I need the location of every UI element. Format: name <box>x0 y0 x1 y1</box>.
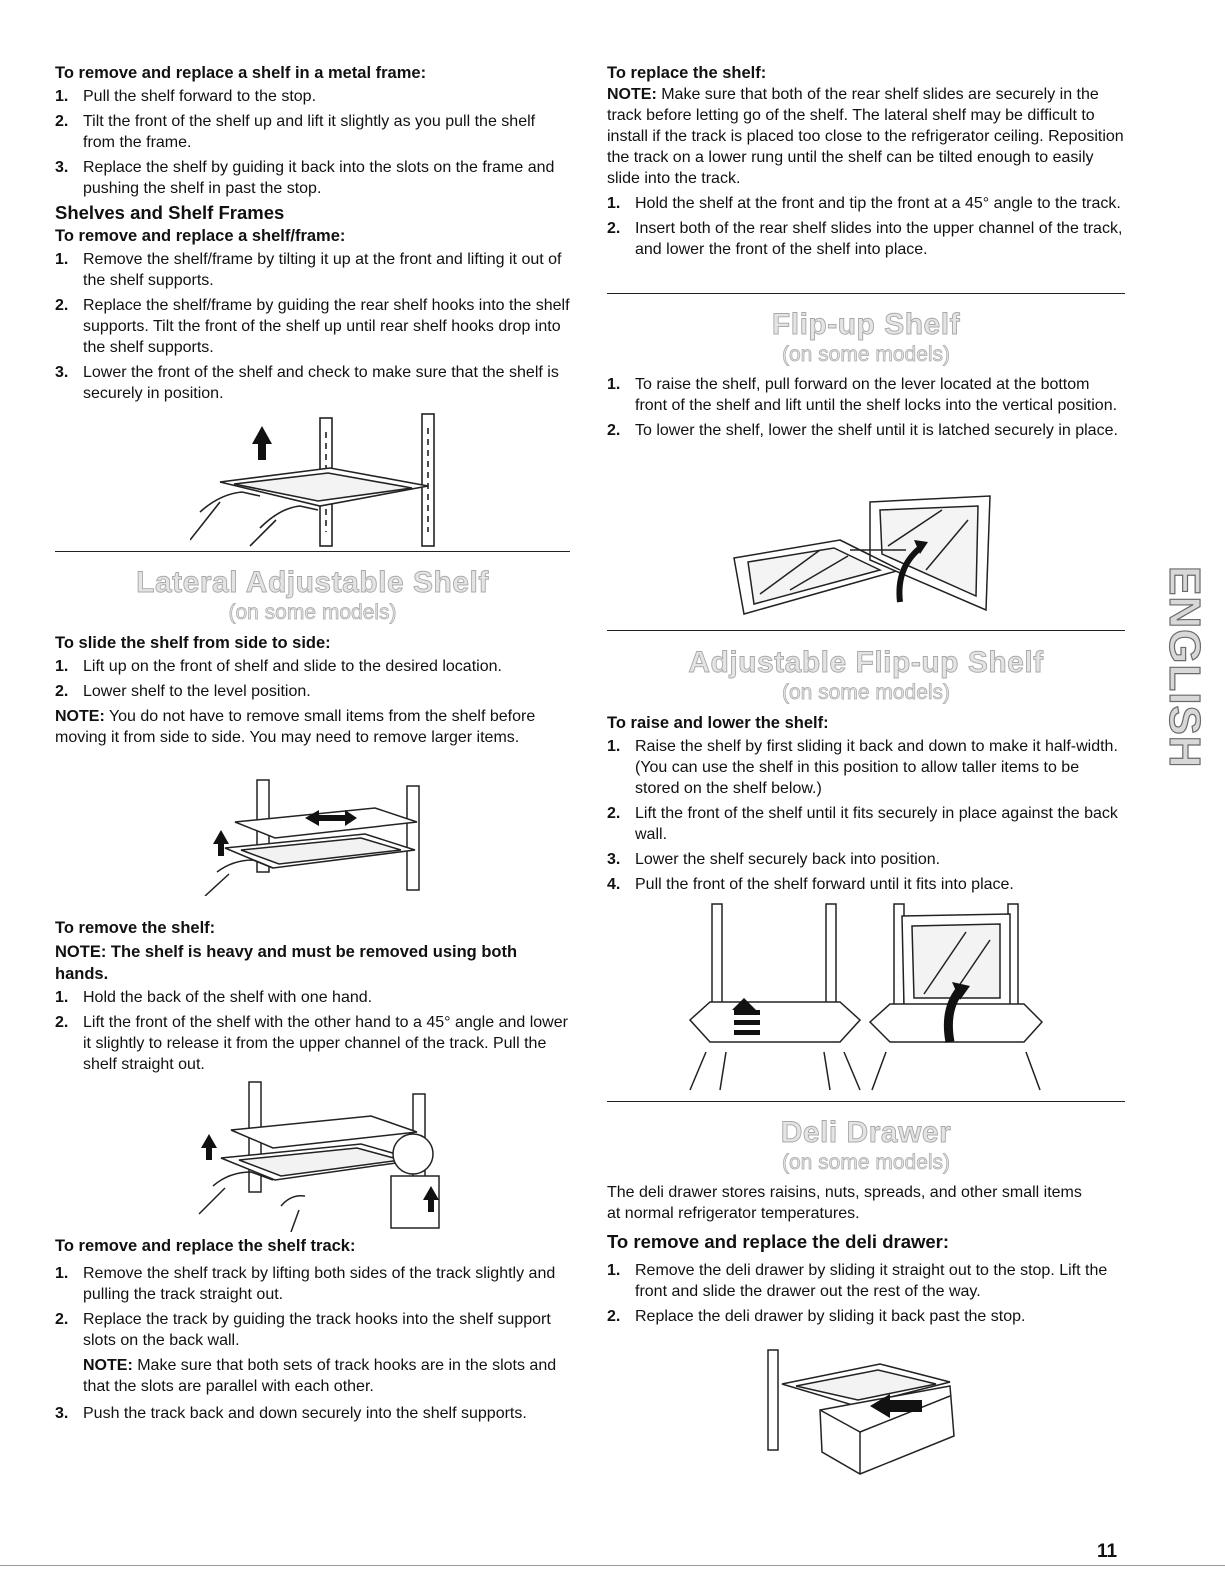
deli-heading: To remove and replace the deli drawer: <box>607 1231 950 1252</box>
deli-title: Deli Drawer <box>780 1116 952 1149</box>
page-number: 11 <box>1097 1541 1118 1562</box>
flip-up-steps <box>607 374 1125 441</box>
lateral-subtitle: (on some models) <box>228 601 397 624</box>
shelf-frame-steps <box>55 249 570 404</box>
slide-heading: To slide the shelf from side to side: <box>55 634 331 652</box>
shelves-frames-title: Shelves and Shelf Frames <box>55 202 285 223</box>
list-item: 1. Hold the shelf at the front and tip the front at a 45° angle to the track. <box>607 195 1121 212</box>
list-item: 2. Replace the deli drawer by sliding it back past the stop. <box>607 1308 1026 1325</box>
list-item: 1. Pull the shelf forward to the stop. <box>55 88 317 105</box>
adjustable-flip-illustration <box>680 902 1060 1092</box>
raise-lower-heading: To raise and lower the shelf: <box>607 714 829 732</box>
lateral-note: NOTE: You do not have to remove small items from the shelf before moving it from side to side. You may need to remove larger items. <box>55 708 536 746</box>
list-item: 2. Lower shelf to the level position. <box>55 683 311 700</box>
right-column <box>607 62 1125 264</box>
flip-up-subtitle: (on some models) <box>781 343 951 366</box>
lateral-title: Lateral Adjustable Shelf <box>136 566 489 599</box>
list-item: 2. Replace the shelf/frame by guiding the rear shelf hooks into the shelf supports. Tilt the front of the shelf up until rear shelf hooks drop into the shelf supports. <box>55 297 570 356</box>
metal-frame-steps <box>55 86 570 199</box>
list-item: 2. Insert both of the rear shelf slides into the upper channel of the track, and lower the front of the shelf into place. <box>607 220 1123 258</box>
deli-drawer-illustration <box>760 1340 980 1478</box>
list-item: 1. Raise the shelf by first sliding it back and down to make it half-width. (You can use the shelf in this position to allow taller items to be stored on the shelf below.) <box>607 738 1118 797</box>
replace-steps <box>607 193 1125 260</box>
divider <box>55 551 570 552</box>
raise-lower-steps <box>607 736 1125 895</box>
language-tab: ENGLISH <box>1153 566 1211 760</box>
list-item: 4. Pull the front of the shelf forward until it fits into place. <box>607 876 1014 893</box>
list-item: 1. Hold the back of the shelf with one hand. <box>55 989 373 1006</box>
deli-section <box>607 1116 1125 1331</box>
replace-heading: To replace the shelf: <box>607 64 767 82</box>
remove-shelf-section <box>55 917 570 1079</box>
list-item: 1. Lift up on the front of shelf and slide to the desired location. <box>55 658 502 675</box>
shelf-frame-illustration <box>190 412 450 548</box>
list-item: 3. Replace the shelf by guiding it back into the slots on the frame and pushing the shelf in past the stop. <box>55 159 555 197</box>
list-item: 3. Push the track back and down securely into the shelf supports. <box>55 1405 527 1422</box>
list-item: 3. Lower the front of the shelf and check to make sure that the shelf is securely in position. <box>55 364 559 402</box>
divider <box>607 630 1125 631</box>
flip-up-illustration <box>730 490 1000 620</box>
flip-up-title: Flip-up Shelf <box>771 308 961 341</box>
adjustable-flip-title: Adjustable Flip-up Shelf <box>688 646 1044 679</box>
list-item: 1. To raise the shelf, pull forward on the lever located at the bottom front of the shelf and lift until the shelf locks into the vertical position. <box>607 376 1118 414</box>
deli-steps <box>607 1260 1125 1327</box>
list-item: 2. Tilt the front of the shelf up and lift it slightly as you pull the shelf from the frame. <box>55 113 536 151</box>
lateral-section <box>55 566 570 748</box>
divider <box>607 1101 1125 1102</box>
list-item: 2. To lower the shelf, lower the shelf until it is latched securely in place. <box>607 422 1118 439</box>
flip-up-section <box>607 308 1125 445</box>
remove-heading: To remove the shelf: <box>55 919 216 937</box>
adjustable-flip-subtitle: (on some models) <box>781 681 951 704</box>
track-step-3 <box>55 1403 570 1424</box>
metal-frame-heading: To remove and replace a shelf in a metal frame: <box>55 64 427 82</box>
remove-shelf-illustration <box>195 1080 445 1232</box>
deli-intro: The deli drawer stores raisins, nuts, spreads, and other small items at normal refrigerator temperatures. <box>607 1184 1082 1222</box>
list-item: 1. Remove the shelf/frame by tilting it up at the front and lifting it out of the shelf supports. <box>55 251 562 289</box>
remove-steps <box>55 987 570 1075</box>
list-item: 2. Lift the front of the shelf with the other hand to a 45° angle and lower it slightly to release it from the upper channel of the track. Pull the shelf straight out. <box>55 1014 568 1073</box>
adjustable-flip-section <box>607 646 1125 899</box>
remove-note: NOTE: The shelf is heavy and must be removed using both hands. <box>55 943 518 983</box>
list-item: 1. Remove the deli drawer by sliding it straight out to the stop. Lift the front and slide the drawer out the rest of the way. <box>607 1262 1108 1300</box>
page-bottom-rule <box>0 1565 1225 1566</box>
list-item: 2. Replace the track by guiding the track hooks into the shelf support slots on the back wall. <box>55 1311 551 1349</box>
lateral-slide-illustration <box>195 778 435 896</box>
left-column <box>55 62 570 408</box>
shelf-frame-heading: To remove and replace a shelf/frame: <box>55 227 346 245</box>
replace-note: NOTE: Make sure that both of the rear shelf slides are securely in the track before letting go of the shelf. The lateral shelf may be difficult to install if the track is placed too close to the refrigerator ceiling. Reposition the track on a lower rung until the shelf can be tilted enough to easily slide into the track. <box>607 86 1124 187</box>
track-section <box>55 1235 570 1428</box>
divider <box>607 293 1125 294</box>
slide-steps <box>55 656 570 702</box>
deli-subtitle: (on some models) <box>781 1151 951 1174</box>
list-item: 2. Lift the front of the shelf until it fits securely in place against the back wall. <box>607 805 1118 843</box>
list-item: 1. Remove the shelf track by lifting both sides of the track slightly and pulling the track straight out. <box>55 1265 556 1303</box>
list-item: 3. Lower the shelf securely back into position. <box>607 851 941 868</box>
track-note: NOTE: Make sure that both sets of track hooks are in the slots and that the slots are parallel with each other. <box>83 1357 557 1395</box>
track-heading: To remove and replace the shelf track: <box>55 1237 356 1255</box>
track-steps <box>55 1263 570 1351</box>
